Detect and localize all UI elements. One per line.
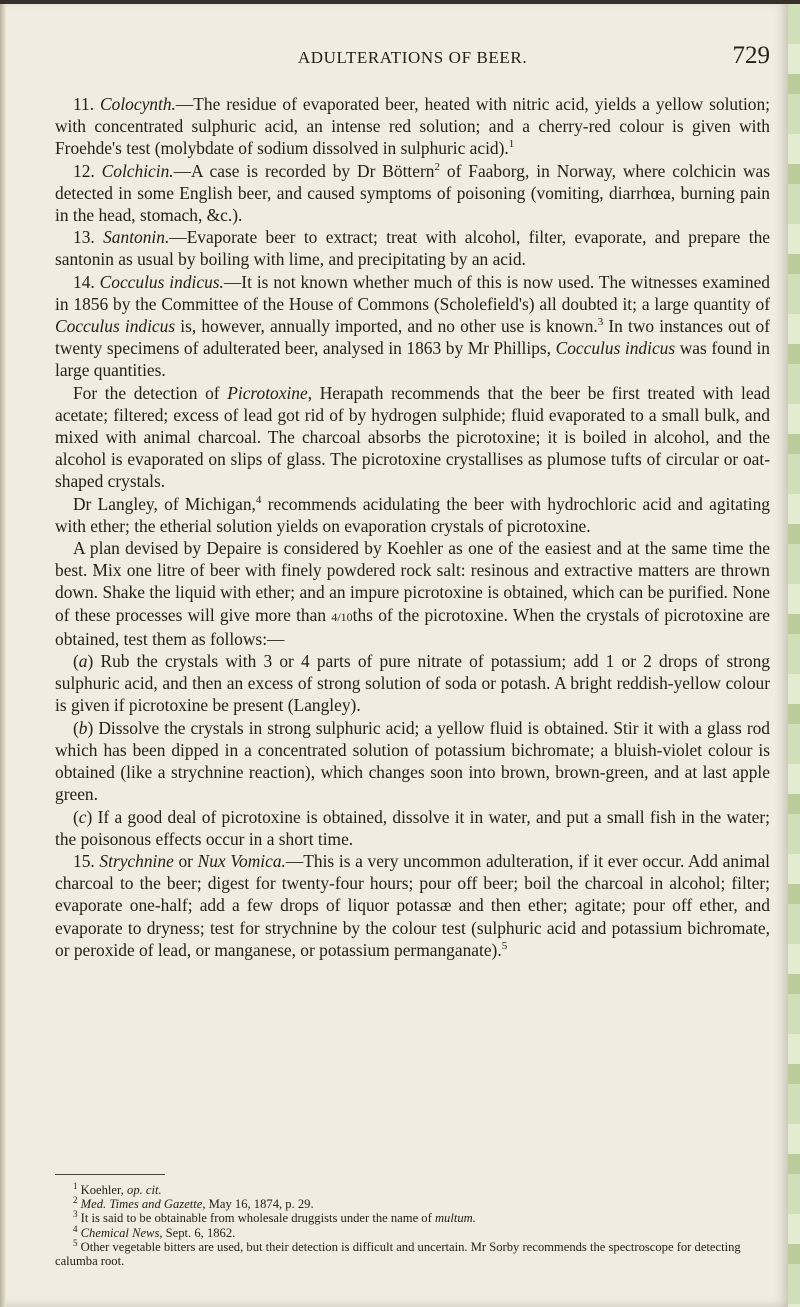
text-run: —The residue of evaporated beer, heated with nitric acid, yields a yellow solution; with concentrated sulphuric acid, an intense red solution; and a cherry-red colour is given with Froehde's test (molybdate of sodium dissolved in sulphuric acid).	[55, 94, 770, 159]
text-run: , Herapath recommends that the beer be first treated with lead acetate; filtered; excess of lead got rid of by hydrogen sulphide; fluid evaporated to a small bulk, and mixed with animal charcoal. The charcoal absorbs the picrotoxine; it is boiled in alcohol, and the alcohol is evaporated on slips of glass. The picrotoxine crystallises as plumose tufts of circular or oat-shaped crystals.	[55, 382, 770, 492]
footnote-ref: 2	[434, 160, 440, 173]
page-number: 729	[732, 42, 770, 69]
italic-text: Med. Times and Gazette,	[80, 1197, 206, 1212]
footnote	[55, 1180, 770, 1197]
text-run: Sept. 6, 1862.	[162, 1225, 236, 1240]
fraction: 4/10	[331, 609, 353, 624]
italic-text: Cocculus indicus	[55, 316, 176, 337]
text-run: In two instances out of twenty specimens of adulterated beer, analysed in 1863 by Mr Phillips,	[55, 316, 770, 359]
top-border	[0, 0, 800, 4]
text-run: Other vegetable bitters are used, but their detection is difficult and uncertain. Mr Sorby recommends the spectroscope for detecting calumba root.	[55, 1239, 741, 1269]
footnote-number: 5	[73, 1237, 78, 1248]
footnote	[55, 1197, 770, 1211]
text-run: Koehler,	[80, 1183, 128, 1197]
footnote-number: 2	[73, 1195, 78, 1206]
text-run: ) If a good deal of picrotoxine is obtained, dissolve it in water, and put a small fish in the water; the poisonous effects occur in a short time.	[55, 806, 770, 849]
italic-text: Nux Vomica.	[197, 850, 286, 871]
text-run: ) Dissolve the crystals in strong sulphuric acid; a yellow fluid is obtained. Stir it with a glass rod which has been dipped in a concentrated solution of potassium bichromate; a bluish-violet colour is obtained (like a strychnine reaction), which changes soon into brown, brown-green, and at last apple green.	[55, 717, 770, 805]
text-run: is, however, annually imported, and no other use is known.	[175, 316, 598, 337]
text-run: (	[73, 717, 79, 738]
text-run: —It is not known whether much of this is now used. The witnesses examined in 1856 by the Committee of the House of Commons (Scholefield's) all doubted it; a large quantity of	[55, 271, 770, 314]
paragraph	[55, 850, 770, 961]
paragraph	[55, 717, 770, 806]
paragraph	[55, 382, 770, 493]
italic-text: Cocculus indicus	[555, 338, 676, 359]
page-header	[55, 42, 770, 76]
footnote-ref: 5	[501, 939, 508, 952]
italic-text: Strychnine	[99, 850, 174, 871]
text-run: 13.	[73, 227, 104, 248]
text-run: May 16, 1874, p. 29.	[205, 1197, 314, 1212]
text-run: It is said to be obtainable from wholesale druggists under the name of	[80, 1211, 435, 1226]
text-run: recommends acidulating the beer with hydrochloric acid and agitating with ether; the etherial solution yields on evaporation crystals of picrotoxine.	[55, 493, 770, 536]
text-run: —This is a very uncommon adulteration, if it ever occur. Add animal charcoal to the beer; digest for twenty-four hours; pour off beer; boil the charcoal in alcohol; filter; evaporate one-half; add a few drops of liquor potassæ and then ether; agitate; pour off ether, and evaporate to dryness; test for strychnine by the colour test (sulphuric acid and potassium bichromate, or peroxide of lead, or manganese, or potassium permanganate).	[55, 850, 770, 960]
italic-text: Colocynth.	[100, 94, 176, 114]
text-run: (	[73, 806, 79, 827]
footnote-ref: 1	[508, 138, 515, 151]
text-run: or	[173, 850, 198, 871]
italic-text: a	[78, 651, 88, 672]
paragraph	[55, 93, 770, 160]
text-run: 14.	[73, 271, 100, 292]
page-gutter	[0, 4, 6, 1307]
footnote-rule	[55, 1174, 165, 1175]
body-text	[55, 93, 770, 961]
text-run: 15.	[73, 850, 100, 871]
paragraph	[55, 160, 770, 227]
page-edge-strip	[788, 4, 800, 1307]
running-head: ADULTERATIONS OF BEER.	[297, 48, 528, 67]
footnote-ref: 3	[597, 316, 604, 329]
paragraph	[55, 537, 770, 650]
italic-text: multum.	[434, 1211, 476, 1226]
text-run: —A case is recorded by Dr Böttern	[173, 160, 435, 181]
italic-text: b	[78, 717, 88, 738]
italic-text: c	[78, 806, 87, 827]
italic-text: op. cit.	[127, 1183, 162, 1197]
text-run: 12.	[73, 160, 102, 181]
text-run: —Evaporate beer to extract; treat with alcohol, filter, evaporate, and prepare the santonin as usual by boiling with lime, and precipitating by an acid.	[55, 227, 770, 270]
text-run: (	[73, 651, 79, 672]
footnote-number: 4	[73, 1223, 78, 1234]
text-run: of Faaborg, in Norway, where colchicin was detected in some English beer, and caused symptoms of poisoning (vomiting, diarrhœa, burning pain in the head, stomach, &c.).	[55, 160, 770, 226]
footnote	[55, 1211, 770, 1225]
italic-text: Picrotoxine	[227, 382, 308, 403]
paragraph	[55, 806, 770, 850]
text-run: For the detection of	[73, 382, 228, 403]
text-run: was found in large quantities.	[55, 338, 770, 381]
footnote	[55, 1223, 770, 1240]
italic-text: Cocculus indicus.	[99, 271, 224, 292]
paragraph	[55, 650, 770, 717]
italic-text: Colchicin.	[101, 160, 174, 181]
text-run: Dr Langley, of Michigan,	[73, 493, 256, 514]
text-run: ) Rub the crystals with 3 or 4 parts of pure nitrate of potassium; add 1 or 2 drops of strong sulphuric acid, and then an excess of strong solution of soda or potash. A bright reddish-yellow colour is given if picrotoxine be present (Langley).	[55, 651, 770, 716]
paragraph	[55, 226, 770, 270]
text-run: 11.	[73, 94, 101, 114]
italic-text: Santonin.	[103, 227, 170, 248]
text-run: ths of the picrotoxine. When the crystals of picrotoxine are obtained, test them as follows:—	[55, 604, 771, 649]
paragraph	[55, 271, 770, 382]
footnote	[55, 1237, 770, 1269]
footnote-ref: 4	[255, 493, 262, 506]
italic-text: Chemical News,	[80, 1225, 163, 1240]
text-run: A plan devised by Depaire is considered by Koehler as one of the easiest and at the same time the best. Mix one litre of beer with finely powdered rock salt: resinous and extractive matters are thrown down. Shake the liquid with ether; and an impure picrotoxine is obtained, which can be purified. None of these processes will give more than	[55, 538, 770, 625]
footnote-number: 3	[73, 1209, 78, 1220]
footnote-number: 1	[73, 1180, 78, 1191]
footnotes	[55, 1180, 770, 1269]
paragraph	[55, 493, 770, 537]
